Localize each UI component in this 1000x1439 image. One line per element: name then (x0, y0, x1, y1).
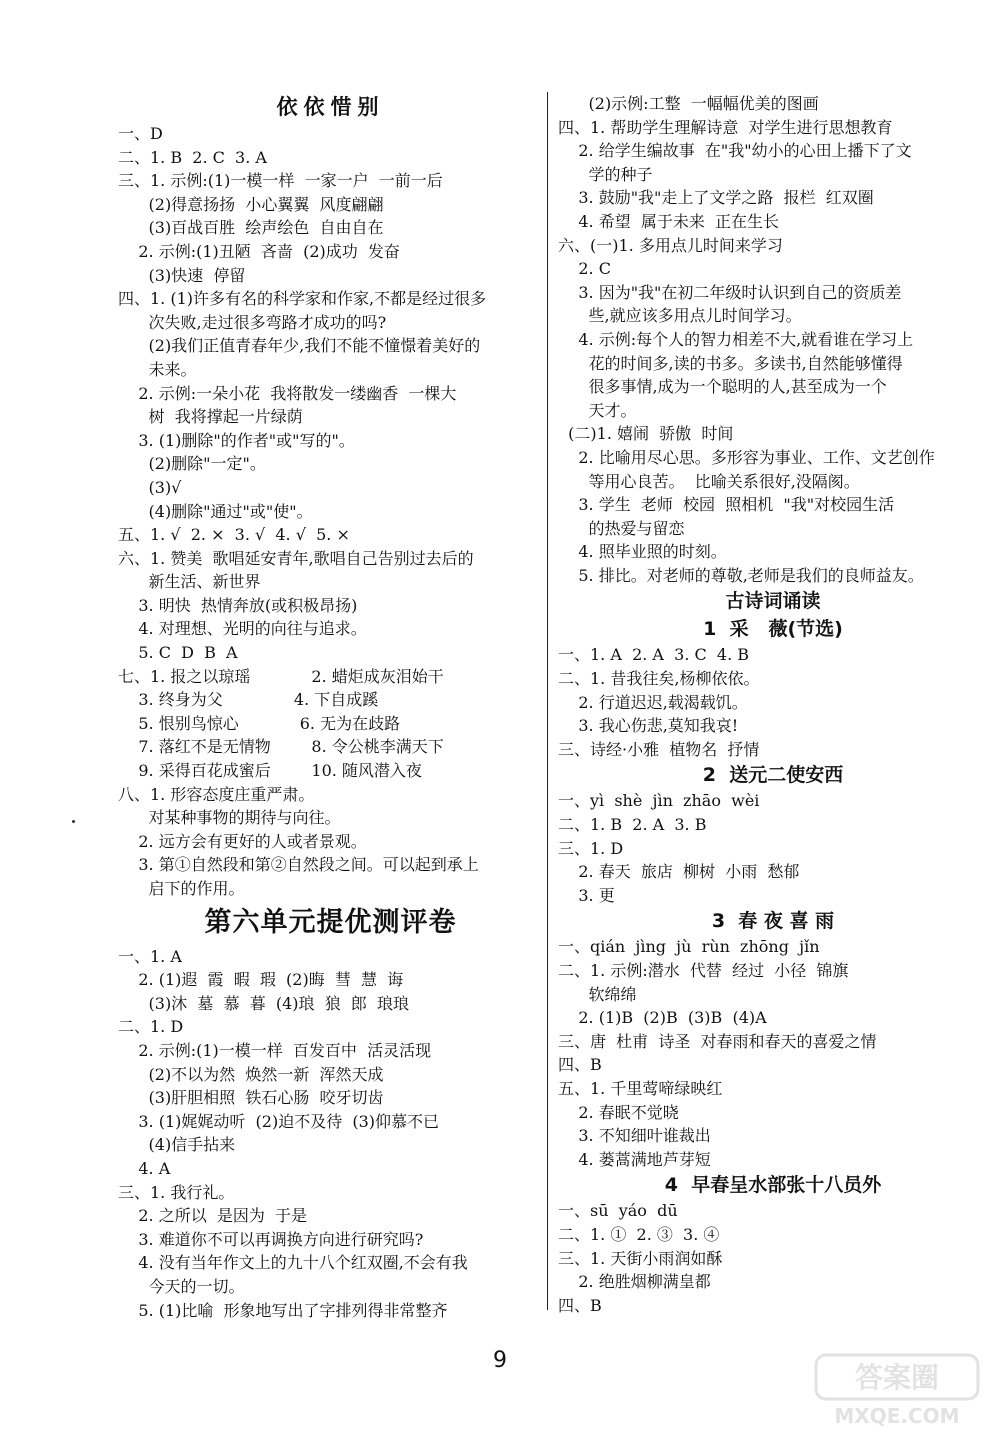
section-heading: 第六单元提优测评卷 (204, 906, 457, 938)
answer-line: 四、1. 帮助学生理解诗意 对学生进行思想教育 (558, 117, 893, 137)
answer-line: 5. 恨别鸟惊心 6. 无为在歧路 (118, 713, 401, 733)
answer-line: 4. 示例:每个人的智力相差不大,就看谁在学习上 (558, 329, 914, 349)
section-heading: 依依惜别 (276, 95, 385, 119)
answer-line: 2. 给学生编故事 在"我"幼小的心田上播下了文 (558, 141, 912, 161)
answer-line: 一、D (118, 124, 163, 143)
answer-line: 2. 示例:一朵小花 我将散发一缕幽香 一棵大 (118, 383, 457, 403)
answer-line: 2. 之所以 是因为 于是 (118, 1206, 308, 1226)
answer-line: (4)信手拈来 (118, 1135, 236, 1155)
answer-line: 4. 照毕业照的时刻。 (558, 542, 727, 562)
column-divider (547, 92, 548, 1310)
answer-line: 4. 对理想、光明的向往与追求。 (118, 619, 367, 639)
answer-line: (2)得意扬扬 小心翼翼 风度翩翩 (118, 194, 384, 214)
section-heading: 3 春 夜 喜 雨 (711, 910, 835, 933)
right-column (558, 92, 988, 1317)
answer-line: 2. 春眠不觉晓 (558, 1102, 679, 1122)
answer-line: 三、诗经·小雅 植物名 抒情 (558, 739, 760, 759)
answer-line: 一、1. A 2. A 3. C 4. B (558, 645, 750, 665)
answer-line: 2. (1)B (2)B (3)B (4)A (558, 1008, 767, 1028)
answer-line: 3. 难道你不可以再调换方向进行研究吗? (118, 1229, 424, 1249)
answer-line: 2. (1)遐 霞 暇 瑕 (2)晦 彗 慧 诲 (118, 970, 404, 990)
answer-line: 4. A (118, 1158, 171, 1178)
answer-line: 四、B (558, 1295, 602, 1315)
answer-line: 一、1. A (118, 946, 182, 966)
answer-line: (4)删除"通过"或"使"。 (118, 501, 313, 521)
answer-line: 三、1. D (558, 838, 624, 858)
answer-line: 9. 采得百花成蜜后 10. 随风潜入夜 (118, 761, 422, 781)
left-column (118, 92, 543, 1322)
watermark-top-text: 答案圈 (854, 1361, 940, 1394)
answer-line: 5. C D B A (118, 643, 238, 663)
answer-line: 3. 终身为父 4. 下自成蹊 (118, 690, 379, 710)
answer-line: 3. 我心伤悲,莫知我哀! (558, 716, 739, 736)
answer-line: 二、1. 示例:潜水 代替 经过 小径 锦旗 (558, 961, 849, 980)
page-number: 9 (493, 1348, 507, 1373)
answer-line: 的热爱与留恋 (558, 518, 685, 538)
answer-line: 一、qián jìng jù rùn zhōng jǐn (558, 937, 820, 957)
answer-line: (2)我们正值青春年少,我们不能不憧憬着美好的 (118, 336, 481, 356)
answer-line: 7. 落红不是无情物 8. 令公桃李满天下 (118, 737, 444, 757)
answer-line: 五、1. 千里莺啼绿映红 (558, 1078, 723, 1098)
answer-line: 2. 比喻用尽心思。多形容为事业、工作、文艺创作 (558, 447, 935, 467)
watermark-logo (812, 1351, 982, 1431)
answer-line: 3. 鼓励"我"走上了文学之路 报栏 红双圈 (558, 188, 874, 208)
answer-line: 很多事情,成为一个聪明的人,甚至成为一个 (558, 377, 887, 397)
answer-line: 2. 远方会有更好的人或者景观。 (118, 831, 367, 851)
answer-line: 八、1. 形容态度庄重严肃。 (118, 784, 315, 804)
answer-line: 4. 蒌蒿满地芦芽短 (558, 1149, 711, 1169)
answer-line: 今天的一切。 (118, 1276, 245, 1296)
answer-line: 3. (1)删除"的作者"或"写的"。 (118, 430, 355, 450)
answer-line: (3)沐 墓 慕 暮 (4)琅 狼 郎 琅琅 (118, 993, 410, 1013)
answer-line: 3. 因为"我"在初二年级时认识到自己的资质差 (558, 282, 902, 302)
answer-line: (2)删除"一定"。 (118, 454, 266, 474)
watermark-bottom-text: MXQE.COM (834, 1404, 960, 1428)
answer-line: (3)百战百胜 绘声绘色 自由自在 (118, 218, 384, 238)
section-heading: 2 送元二使安西 (702, 764, 844, 787)
answer-line: 2. 绝胜烟柳满皇都 (558, 1272, 711, 1292)
answer-line: 3. 明快 热情奔放(或积极昂扬) (118, 595, 358, 615)
answer-line: 3. 不知细叶谁裁出 (558, 1126, 711, 1146)
answer-line: 3. 第①自然段和第②自然段之间。可以起到承上 (118, 855, 479, 875)
answer-line: 等用心良苦。 比喻关系很好,没隔阂。 (558, 471, 860, 491)
answer-line: 新生活、新世界 (118, 572, 261, 592)
answer-line: 些,就应该多用点儿时间学习。 (558, 306, 802, 326)
answer-line: 启下的作用。 (118, 879, 245, 898)
answer-line: 六、(一)1. 多用点儿时间来学习 (558, 235, 783, 255)
answer-line: 一、yì shè jìn zhāo wèi (558, 791, 760, 811)
answer-line: 学的种子 (558, 164, 653, 184)
answer-line: 三、唐 杜甫 诗圣 对春雨和春天的喜爱之情 (558, 1031, 877, 1051)
answer-line: 2. C (558, 259, 611, 279)
answer-line: 四、1. (1)许多有名的科学家和作家,不都是经过很多 (118, 289, 487, 309)
answer-line: 4. 没有当年作文上的九十八个红双圈,不会有我 (118, 1253, 468, 1273)
answer-line: 二、1. B 2. C 3. A (118, 147, 267, 167)
answer-line: 二、1. 昔我往矣,杨柳依依。 (558, 669, 760, 689)
answer-line: 六、1. 赞美 歌唱延安青年,歌唱自己告别过去后的 (118, 548, 474, 568)
stray-dot (72, 820, 75, 823)
section-heading: 古诗词诵读 (725, 590, 821, 613)
answer-line: (2)示例:工整 一幅幅优美的图画 (558, 94, 819, 113)
answer-line: 树 我将撑起一片绿荫 (118, 407, 303, 427)
answer-line: 3. (1)娓娓动听 (2)迫不及待 (3)仰慕不已 (118, 1111, 440, 1131)
answer-line: 二、1. D (118, 1017, 184, 1037)
answer-line: 2. 示例:(1)丑陋 吝啬 (2)成功 发奋 (118, 241, 400, 261)
answer-line: 三、1. 天街小雨润如酥 (558, 1248, 723, 1268)
answer-line: 3. 学生 老师 校园 照相机 "我"对校园生活 (558, 495, 895, 515)
answer-line: 五、1. √ 2. × 3. √ 4. √ 5. × (118, 525, 350, 545)
answer-line: (3)快速 停留 (118, 265, 246, 285)
answer-line: 5. 排比。对老师的尊敬,老师是我们的良师益友。 (558, 565, 924, 585)
answer-line: (2)不以为然 焕然一新 浑然天成 (118, 1064, 384, 1084)
section-heading: 4 早春呈水部张十八员外 (664, 1174, 882, 1197)
answer-line: 4. 希望 属于未来 正在生长 (558, 211, 780, 231)
answer-line: 天才。 (558, 400, 637, 420)
section-heading: 1 采 薇(节选) (703, 618, 843, 641)
answer-line: 四、B (558, 1055, 602, 1075)
answer-line: 2. 春天 旅店 柳树 小雨 愁郁 (558, 862, 800, 882)
answer-line: (3)√ (118, 477, 182, 497)
answer-line: 次失败,走过很多弯路才成功的吗? (118, 312, 387, 332)
answer-line: 对某种事物的期待与向往。 (118, 808, 341, 828)
answer-line: 5. (1)比喻 形象地写出了字排列得非常整齐 (118, 1300, 448, 1320)
answer-line: 一、sū yáo dū (558, 1201, 678, 1221)
answer-line: 二、1. B 2. A 3. B (558, 815, 707, 835)
answer-line: 二、1. ① 2. ③ 3. ④ (558, 1224, 720, 1244)
answer-line: (二)1. 嬉闹 骄傲 时间 (558, 424, 734, 444)
answer-line: 软绵绵 (558, 984, 637, 1004)
answer-line: 三、1. 我行礼。 (118, 1182, 235, 1202)
answer-line: 2. 示例:(1)一模一样 百发百中 活灵活现 (118, 1040, 432, 1060)
answer-line: 七、1. 报之以琼瑶 2. 蜡炬成灰泪始干 (118, 666, 444, 686)
answer-line: 3. 更 (558, 885, 615, 905)
answer-line: 2. 行道迟迟,载渴载饥。 (558, 692, 748, 712)
answer-line: 花的时间多,读的书多。多读书,自然能够懂得 (558, 353, 903, 373)
answer-line: 未来。 (118, 359, 197, 379)
answer-line: 三、1. 示例:(1)一模一样 一家一户 一前一后 (118, 171, 443, 191)
answer-line: (3)肝胆相照 铁石心肠 咬牙切齿 (118, 1088, 384, 1108)
